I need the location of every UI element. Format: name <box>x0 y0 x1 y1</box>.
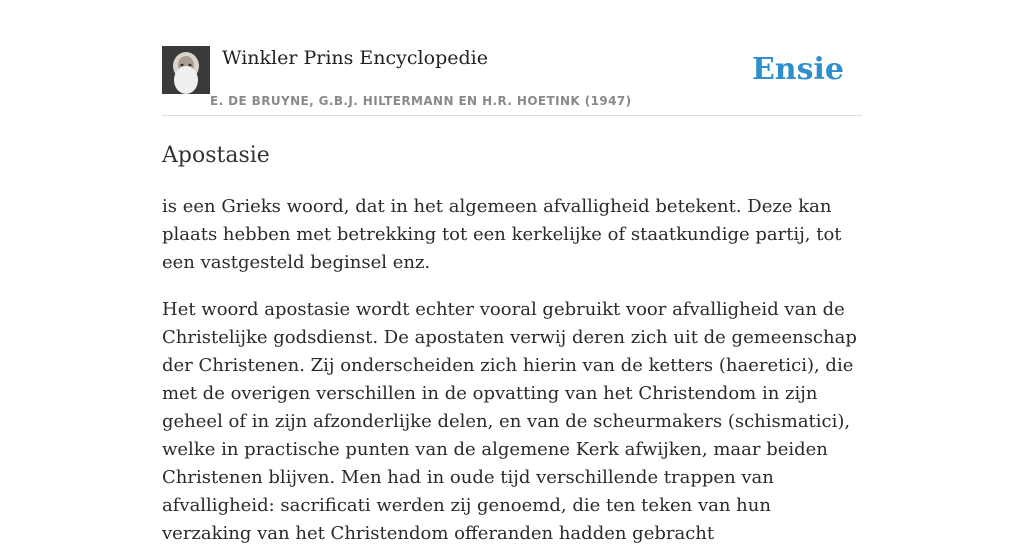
author-avatar[interactable] <box>162 46 210 94</box>
paragraph: Het woord apostasie wordt echter vooral gebruikt voor afvalligheid van de Christelijke godsdienst. De apostaten verwij deren zich uit de gemeenschap der Christenen. Zij onderscheiden zich hierin van de ketters (haeretici), die met de overigen verschillen in de opvatting van het Christendom in zijn geheel of in zijn afzonderlijke delen, en van de scheurmakers (schismatici), welke in practische punten van de algemene Kerk afwijken, maar beiden Christenen blijven. Men had in oude tijd verschillende trappen van afvalligheid: sacrificati werden zij genoemd, die ten teken van hun verzaking van het Christendom offeranden hadden gebracht <box>162 299 857 544</box>
authors-line: E. DE BRUYNE, G.B.J. HILTERMANN EN H.R. HOETINK (1947) <box>210 94 632 108</box>
entry-title: Apostasie <box>162 143 270 168</box>
portrait-icon <box>162 46 210 94</box>
ensie-logo[interactable]: Ensie <box>751 52 844 87</box>
entry-body <box>162 193 862 548</box>
encyclopedia-title[interactable]: Winkler Prins Encyclopedie <box>222 47 488 69</box>
page <box>162 0 862 548</box>
paragraph: is een Grieks woord, dat in het algemeen afvalligheid betekent. Deze kan plaats hebben met betrekking tot een kerkelijke of staatkundige partij, tot een vastgesteld beginsel enz. <box>162 196 842 273</box>
header <box>162 46 862 116</box>
